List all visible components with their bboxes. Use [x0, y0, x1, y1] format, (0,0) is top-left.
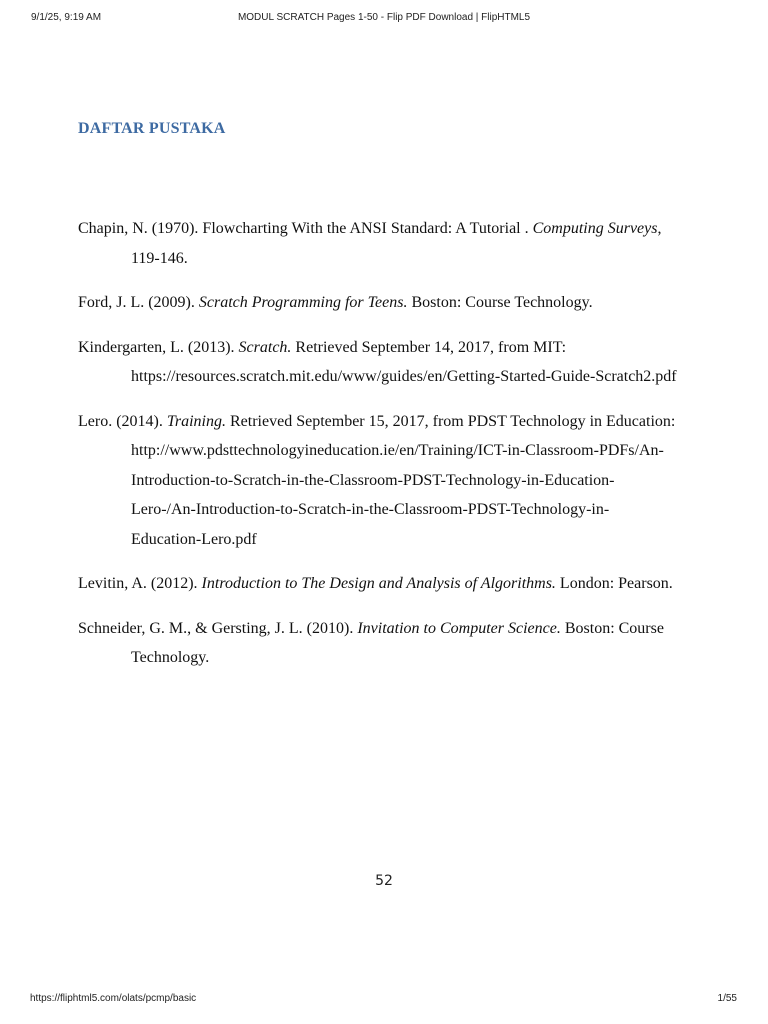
print-datetime: 9/1/25, 9:19 AM	[31, 12, 102, 23]
reference-text: Boston: Course Technology.	[131, 619, 664, 666]
document-page	[0, 30, 768, 985]
print-header	[0, 0, 768, 30]
print-page-title: MODUL SCRATCH Pages 1-50 - Flip PDF Download | FlipHTML5	[237, 12, 531, 23]
reference-text: Ford, J. L. (2009).	[78, 294, 199, 311]
reference-text: Retrieved September 14, 2017, from MIT: https://resources.scratch.mit.edu/www/guides/en/Getting-Started-Guide-Scratch2.pdf	[131, 338, 677, 385]
reference-italic-title: Invitation to Computer Science.	[357, 619, 561, 637]
reference-item	[78, 407, 678, 555]
reference-italic-title: Computing Surveys	[532, 220, 658, 237]
reference-item	[78, 333, 678, 392]
reference-text: Levitin, A. (2012).	[78, 575, 202, 592]
reference-italic-title: Introduction to The Design and Analysis of Algorithms.	[201, 575, 556, 592]
page-number: 52	[375, 873, 393, 889]
reference-italic-title: Scratch Programming for Teens.	[198, 294, 408, 311]
reference-text: , 119-146.	[131, 220, 662, 267]
reference-item	[78, 569, 678, 599]
reference-text: Boston: Course Technology.	[407, 294, 593, 311]
reference-text: Retrieved September 15, 2017, from PDST Technology in Education: http://www.pdsttechnologyineducation.ie/en/Training/ICT-in-Classroom-PDFs/An-Introduction-to-Scratch-in-the-Classroom-PDST-Technology-in-Education-Lero-/An-Introduction-to-Scratch-in-the-Classroom-PDST-Technology-in-Education-Lero.pdf	[131, 412, 676, 548]
reference-text: Chapin, N. (1970). Flowcharting With the ANSI Standard: A Tutorial .	[78, 220, 533, 237]
print-footer	[0, 993, 768, 1013]
reference-item	[78, 614, 678, 673]
reference-text: Schneider, G. M., & Gersting, J. L. (2010).	[78, 619, 358, 637]
reference-italic-title: Scratch.	[238, 338, 292, 356]
reference-list	[78, 214, 678, 688]
reference-text: Kindergarten, L. (2013).	[78, 338, 239, 356]
reference-item	[78, 214, 678, 273]
page-heading: DAFTAR PUSTAKA	[78, 120, 226, 137]
reference-text: London: Pearson.	[555, 575, 673, 592]
reference-text: Lero. (2014).	[78, 412, 167, 430]
reference-italic-title: Training.	[166, 412, 226, 430]
reference-item	[78, 288, 678, 318]
source-url-link[interactable]: https://fliphtml5.com/olats/pcmp/basic	[30, 993, 197, 1004]
print-page-count: 1/55	[717, 993, 737, 1004]
